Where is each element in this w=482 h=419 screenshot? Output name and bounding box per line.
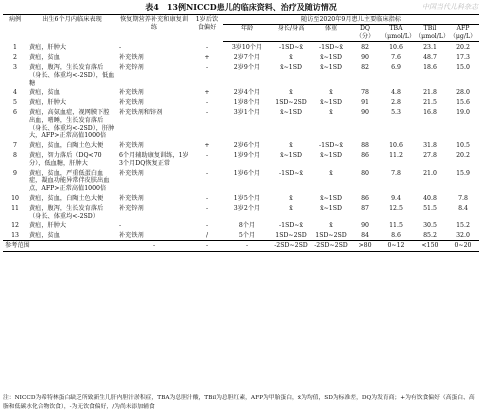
cell-afp: 17.3 [456,54,470,62]
cell-weight: x̄~1SD [320,204,342,212]
cell-weight: x̄~1SD [320,54,342,62]
cell-weight: x̄ [329,222,333,230]
cell-tbil: 51.5 [423,204,437,212]
cell-tbil: 18.6 [423,63,437,71]
cell-preference: - [205,194,209,202]
cell-recovery: 补充铁剂 [119,232,144,240]
cell-height: x̄ [289,54,293,62]
header-height: 身长/身高 [271,24,311,42]
cell-height: x̄~1SD [280,108,302,116]
cell-weight: x̄~1SD [320,151,342,159]
cell-clinical: 黄疸，贫血 [29,89,60,97]
cell-tbil: 85.2 [423,232,437,240]
cell-height: -1SD~x̄ [279,169,303,177]
cell-weight: x̄~1SD [320,99,342,107]
cell-preference: - [205,169,209,177]
cell-tbil: 21.5 [423,99,437,107]
cell-case-no: 9 [13,169,17,177]
cell-afp: 32.0 [456,232,470,240]
cell-weight: x̄~1SD [320,63,342,71]
header-weight: 体重 [311,24,351,42]
cell-tbil: 21.0 [423,169,437,177]
reference-weight: -2SD~2SD [311,240,351,251]
cell-recovery: 补充铁剂 [119,169,144,177]
cell-tbil: 27.8 [423,151,437,159]
cell-preference: + [204,54,210,62]
header-followup: 随访至2020年9月患儿主要临床指标 [223,15,479,25]
cell-case-no: 3 [13,63,17,71]
cell-height: -1SD~x̄ [279,222,303,230]
table-row [3,87,479,97]
cell-dq: 82 [361,44,369,52]
clinical-table [3,14,479,252]
cell-afp: 15.6 [456,99,470,107]
table-row [3,140,479,150]
cell-clinical: 黄疸，贫血 [29,232,60,240]
cell-clinical: 黄疸，贫血 [29,54,60,62]
cell-tba: 8.6 [391,232,401,240]
cell-afp: 20.2 [456,151,470,159]
reference-preference: - [191,240,223,251]
cell-tba: 4.8 [391,89,401,97]
reference-tbil: <150 [413,240,447,251]
table-footnote: 注：NICCD为希特林蛋白缺乏所致新生儿肝内胆汁淤积症，TBA为总胆汁酸，TBil为总胆红素，AFP为甲胎蛋白，x̄为均值，SD为标准差，DQ为发育商；+为有饮食偏好（高蛋白、高脂和低碳水化合物饮食），-为无饮食偏好，/为尚未添加辅食 [3,395,475,410]
cell-weight: -1SD~x̄ [319,44,343,52]
cell-tbil: 23.1 [423,44,437,52]
table-row [3,52,479,62]
cell-height: x̄ [289,89,293,97]
cell-case-no: 10 [11,194,19,202]
cell-tba: 11.5 [389,222,403,230]
cell-recovery: 补充铁剂 [119,89,144,97]
cell-afp: 15.2 [456,222,470,230]
reference-dq: >80 [351,240,379,251]
cell-height: -1SD~x̄ [279,44,303,52]
cell-recovery: 补充铁剂 [119,142,144,150]
cell-preference: - [205,108,209,116]
cell-tba: 10.6 [389,44,403,52]
cell-preference: + [204,89,210,97]
cell-afp: 19.0 [456,108,470,116]
cell-recovery: 补充锌剂 [119,63,144,71]
cell-recovery: 补充铁剂 [119,194,144,202]
cell-weight: x̄ [329,89,333,97]
cell-height: 1SD~2SD [275,99,307,107]
header-age: 年龄 [223,24,271,42]
cell-afp: 28.0 [456,89,470,97]
cell-afp: 15.9 [456,169,470,177]
cell-height: x̄~1SD [280,63,302,71]
cell-recovery: 补充铁剂 [119,99,144,107]
header-tba: TBA（μmol/L） [379,24,413,42]
cell-height: x̄ [289,142,293,150]
cell-preference: - [205,222,209,230]
cell-case-no: 6 [13,108,17,116]
cell-tbil: 40.8 [423,194,437,202]
cell-dq: 82 [361,63,369,71]
cell-case-no: 4 [13,89,17,97]
cell-tba: 5.3 [391,108,401,116]
cell-preference: - [205,151,209,159]
cell-age: 3岁1个月 [233,108,261,116]
cell-clinical: 黄疸，肝肿大 [29,222,67,230]
cell-preference: - [205,43,209,51]
cell-age: 1岁6个月 [233,169,261,177]
cell-recovery: 补充铁剂 [119,54,144,62]
reference-recovery: - [117,240,191,251]
cell-afp: 15.0 [456,63,470,71]
cell-weight: x̄~1SD [320,194,342,202]
table-body [3,42,479,251]
header-tbil: TBil（μmol/L） [413,24,447,42]
cell-clinical: 黄疸，腹泻，生长发育落后（身长、体重均<-2SD） [29,204,104,220]
cell-preference: / [205,232,209,240]
cell-age: 3岁10个月 [231,44,263,52]
cell-recovery: - [119,43,122,51]
cell-age: 1岁9个月 [233,151,261,159]
cell-clinical: 黄疸，智力落后（DQ<70分），低血糖，肝肿大 [29,151,102,167]
cell-dq: 84 [361,232,369,240]
cell-clinical: 黄疸，肝肿大 [29,43,67,51]
table-title: 表4 13例NICCD患儿的临床资料、治疗及随访情况 [145,2,337,12]
table-row [3,97,479,107]
cell-weight: 1SD~2SD [315,232,347,240]
cell-age: 2岁4个月 [233,89,261,97]
header-preference: 1岁后饮食偏好 [191,15,223,42]
cell-dq: 90 [361,54,369,62]
cell-dq: 91 [361,99,369,107]
cell-weight: x̄ [329,169,333,177]
cell-age: 8个月 [238,222,256,230]
cell-clinical: 黄疸，贫血，白陶土色大便 [29,194,104,202]
cell-preference: - [205,63,209,71]
header-dq: DQ（分） [351,24,379,42]
table-row [3,107,479,140]
cell-tba: 7.6 [391,54,401,62]
cell-weight: x̄ [329,108,333,116]
header-recovery: 恢复期营养补充和康复训练 [117,15,191,42]
table-row [3,203,479,221]
cell-age: 2岁9个月 [233,63,261,71]
cell-dq: 88 [361,142,369,150]
cell-tbil: 30.5 [423,222,437,230]
reference-label: 参考范围 [3,240,117,251]
cell-afp: 7.8 [458,194,468,202]
cell-dq: 78 [361,89,369,97]
cell-height: x̄ [289,194,293,202]
cell-case-no: 12 [11,222,19,230]
cell-preference: - [205,99,209,107]
cell-dq: 90 [361,108,369,116]
cell-case-no: 8 [13,151,17,159]
header-clinical: 出生6个月内临床表现 [27,15,117,42]
cell-recovery: 6个月辅助康复训练，1岁3个月DQ恢复正常 [119,151,189,167]
cell-weight: -1SD~x̄ [319,142,343,150]
cell-height: x̄ [289,204,293,212]
cell-tbil: 16.8 [423,108,437,116]
cell-tbil: 48.7 [423,54,437,62]
cell-afp: 20.2 [456,44,470,52]
cell-dq: 86 [361,194,369,202]
cell-tba: 9.4 [391,194,401,202]
cell-age: 1岁8个月 [233,99,261,107]
cell-tba: 11.2 [389,151,403,159]
cell-tba: 2.8 [391,99,401,107]
table-row [3,42,479,52]
cell-dq: 80 [361,169,369,177]
table-row [3,62,479,87]
header-case-no: 病例 [3,15,27,42]
cell-age: 2岁7个月 [233,54,261,62]
reference-height: -2SD~2SD [271,240,311,251]
cell-case-no: 13 [11,232,19,240]
cell-clinical: 黄疸，肝肿大 [29,99,67,107]
journal-watermark: 中国当代儿科杂志 [422,3,478,11]
reference-afp: 0~20 [447,240,479,251]
cell-afp: 10.5 [456,142,470,150]
cell-age: 2岁6个月 [233,142,261,150]
cell-dq: 87 [361,204,369,212]
table-row [3,193,479,203]
cell-case-no: 7 [13,142,17,150]
cell-clinical: 黄疸，高氨血症，视网膜下腔出血，嗜睡，生长发育落后（身长、体重均<-2SD），肝肿大，AFP>正常高值1000倍 [29,108,115,140]
cell-clinical: 黄疸，贫血，严重低蛋白血症，凝血功能异常伴皮肤出血点，AFP>正常高值1000倍 [29,169,110,193]
table-row [3,168,479,193]
reference-age: - [223,240,271,251]
cell-afp: 8.4 [458,204,468,212]
table-row [3,220,479,230]
cell-age: 1岁5个月 [233,194,261,202]
cell-tbil: 21.8 [423,89,437,97]
cell-tbil: 31.8 [423,142,437,150]
cell-case-no: 5 [13,99,17,107]
cell-recovery: 补充锌剂 [119,204,144,212]
cell-dq: 90 [361,222,369,230]
reference-tba: 0~12 [379,240,413,251]
cell-case-no: 2 [13,54,17,62]
cell-case-no: 1 [13,43,17,51]
cell-tba: 7.8 [391,169,401,177]
cell-age: 5个月 [238,232,256,240]
cell-clinical: 黄疸，腹泻，生长发育落后（身长、体重均<-2SD），低血糖 [29,63,115,87]
table-row [3,150,479,168]
cell-tba: 12.5 [389,204,403,212]
cell-case-no: 11 [11,204,19,212]
cell-tba: 6.9 [391,63,401,71]
table-row [3,230,479,240]
header-afp: AFP（μg/L） [447,24,479,42]
cell-preference: + [204,142,210,150]
cell-dq: 86 [361,151,369,159]
cell-height: 1SD~2SD [275,232,307,240]
cell-height: x̄~1SD [280,151,302,159]
cell-recovery: - [119,222,122,230]
reference-range-row [3,240,479,251]
cell-recovery: 补充铁剂和锌剂 [119,108,163,116]
cell-preference: - [205,204,209,212]
cell-clinical: 黄疸，贫血，白陶土色大便 [29,142,104,150]
cell-age: 3岁2个月 [233,204,261,212]
cell-tba: 10.6 [389,142,403,150]
